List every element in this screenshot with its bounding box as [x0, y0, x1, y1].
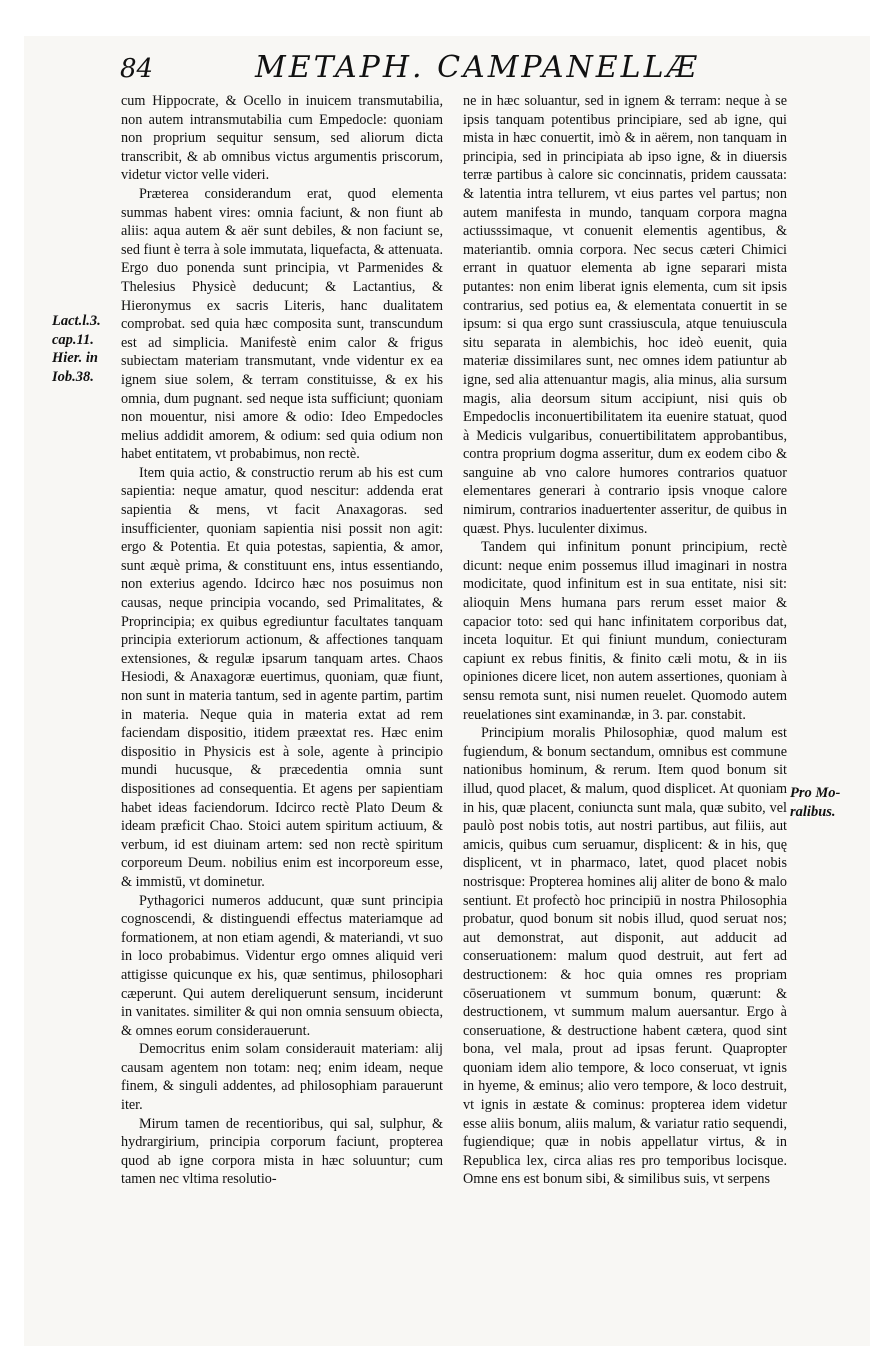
paragraph: Item quia actio, & constructio rerum ab his est cum sapientia: neque amatur, quod nescitur: addenda erat sapientia & mens, vt facit Anaxagoras. sed insufficienter, quoniam sapientia nisi possit non agit: ergo & Potentia. Et quia potestas, sapientia, & amor, sunt æquè prima, & constituunt ens, intus essentiando, non exterius agendo. Idcirco hæc nos posuimus non causas, neque principia vocando, sed Primalitates, & Proprincipia; ex quibus egrediuntur facultates tanquam principia exteriorum actionum, & affectiones tanquam extensiones, & regulæ ipsarum tanquam artes. Chaos Hesiodi, & Anaxagoræ euertimus, quoniam, quæ fiunt, non sunt in materia tantum, sed in agente partim, partim in materia. Neque quia in materia extat ad rem faciendam dispositio, itidem præextat res. Hæc enim dispositio in Physicis est à sole, agente à principio mundi hucusque, & præcedentia omnia sunt dispositiones ad consequentia. Et agens per sapientiam habet ideas faciendorum. Idcirco rectè Plato Deum & ideam præficit Chao. Stoici autem spiritum actiuum, & verbum, id est diuinam artem: sed non rectè spiritum corporeum Deum. nobilius enim est incorporeum esse, & immistū, vt dominetur.: [121, 464, 443, 890]
margin-note-right: Pro Mo- ralibus.: [790, 785, 841, 820]
running-head: METAPH. CAMPANELLÆ: [255, 50, 700, 85]
paragraph: Pythagorici numeros adducunt, quæ sunt principia cognoscendi, & distinguendi effectus materiamque ad formationem, at non etiam agendi, & materiandi, vt suo in loco probabimus. Videntur ergo omnes aliquid veri attigisse quicunque ex his, quæ sentimus, philosophari cæperunt. Qui autem dereliquerunt sensum, inciderunt in vanitates. similiter & qui non omnia sensuum obiecta, & omnes eorum considerauerunt.: [121, 892, 443, 1039]
paragraph: Principium moralis Philosophiæ, quod malum est fugiendum, & bonum sectandum, omnibus est commune nationibus hominum, & rerum. Item quod bonum sit illud, quod placet, & malum, quod displicet. At quoniam in his, quæ placent, coniuncta sunt mala, quæ subito, vel paulò post nobis totis, aut nostri partibus, aut filiis, aut amicis, quibus cum seruamur, displicent: & in his, quę displicent, vt in pharmaco, latet, quod placet nobis nostrisque: Propterea homines alij aliter de bono & malo sentiunt. Et profectò hoc principiū in nostra Philosophia probatur, quod bonum sit nobis illud, quod seruat nos; aut demonstrat, aut disponit, aut adducit ad conseruationem: malum quod destruit, aut fert ad destructionem: & hoc quia omnes res propriam cōseruationem vt summum bonum, quærunt: & destructionem, vt summum malum auersantur. Ergo à conseruatione, & destructione habent cætera, quod sint bona, vel mala, prout ad ipsas ferunt. Quapropter quoniam idem alio tempore, & loco conseruat, vt ignis in hyeme, & eminus; alio vero tempore, & loco destruit, vt ignis in æstate & cominus: propterea idem videtur esse aliis bonum, aliis malum, & variatur ratio sequendi, fugiendique; quæ in nobis appellatur virtus, & in Republica lex, circa alias res pro temporibus locisque. Omne ens est bonum sibi, & similibus suis, vt serpens: [463, 725, 787, 1188]
paragraph: Tandem qui infinitum ponunt principium, rectè dicunt: neque enim possemus illud imaginari in nostra modicitate, quod infinitum est in sua entitate, nisi sit: alioquin Mens humana pars rerum esset maior & capacior toto: sed qui hanc infinitatem corporibus dat, inceta loquitur. Et qui finiunt mundum, coniecturam capiunt ex rebus finitis, & finito cæli motu, & in iis opiniones dicere licet, non autem assertiones, quoniam à sensu remota sunt, nisi numen reuelet. Quomodo autem reuelationes sint examinandæ, in 3. par. constabit.: [463, 539, 787, 723]
paragraph: Præterea considerandum erat, quod elementa summas habent vires: omnia faciunt, & non fiunt ab aliis: aqua autem & aër sunt debiles, & non faciunt se, sed fiunt è terra à sole immutata, liquefacta, & attenuata. Ergo duo ponenda sunt principia, vt Parmenides & Thelesius Physicè deducunt; & Lactantius, & Hieronymus ex sacris Literis, hanc dualitatem comprobat. sed quia hæc composita sunt, transcundum est ad simplicia. Manifestè enim calor & frigus subiectam materiam transmutant, vnde videntur ex ea ignem siue solem, & terram constituisse, & ex his omnia, dum pugnant. sed neque ista sufficiunt; quoniam non mouentur, nisi amore & odio: Ideo Empedocles melius addidit amorem, & odium: sed quia odium non habet entitatem, vt probabimus, non rectè.: [121, 185, 443, 463]
left-column: [121, 92, 443, 1189]
paragraph: Mirum tamen de recentioribus, qui sal, sulphur, & hydrargirium, principia corporum faciunt, propterea quod ab igne corpora mista in hæc soluuntur; cum tamen nec vltima resolutio-: [121, 1115, 443, 1188]
margin-note-left: Lact.l.3. cap.11. Hier. in Iob.38.: [52, 313, 101, 385]
paragraph: ne in hæc soluantur, sed in ignem & terram: neque à se ipsis tanquam potentibus principiare, sed ab igne, qui mista in hæc conuertit, imò & in aërem, non tanquam in principia, sed in principiata ab ipso igne, & in diuersis terræ partibus à calore sic concinnatis, pridem caussata: & latentia intra tellurem, vt eius partes vel partus; non autem manifesta in mundo, tanquam corpora magna actiusssimaque, vt conuenit elementis agentibus, & materiantib. omnia corpora. Nec secus cæteri Chimici errant in quatuor elementa ab igne separari mista putantes: non enim liberat ignis elementa, cum sit ipsis contrarius, sed potius ea, & elementata conuertit in se ipsum: si qua ergo sunt crassiuscula, atque tenuiuscula situ separata in alembichis, hoc ideò euenit, quia materiæ dissimilares sunt, nec omnes idem patiuntur ab igne, sed alia attenuantur magis, alia minus, alia sursum magis, alia deorsum situm accipiunt, nisi quis ob Empedoclis inconuertibilitatem ita euenire statuat, quod à Medicis vulgaribus, conuertibilitatem approbantibus, contra proprium dogma asseritur, dum ex eodem cibo & sanguine ab vno calore humores contrarios quatuor elementares generari à contrario ipsis vnoque calore nimirum, contrarios inaduertenter asseritur, de quibus in quæst. Phys. luculenter diximus.: [463, 93, 787, 537]
page-number: 84: [120, 54, 154, 84]
paragraph: Democritus enim solam considerauit materiam: alij causam agentem non totam: neq; enim ideam, neque finem, & singuli addentes, ad philosophiam parauerunt iter.: [121, 1041, 443, 1114]
paragraph: cum Hippocrate, & Ocello in inuicem transmutabilia, non autem intransmutabilia cum Empedocle: quoniam non proprium sequitur sensum, sed aliorum dicta transcribit, & ab omnibus victus argumentis priscorum, videtur victor velle videri.: [121, 93, 443, 184]
right-column: [463, 92, 787, 1189]
page-header: [0, 50, 894, 90]
